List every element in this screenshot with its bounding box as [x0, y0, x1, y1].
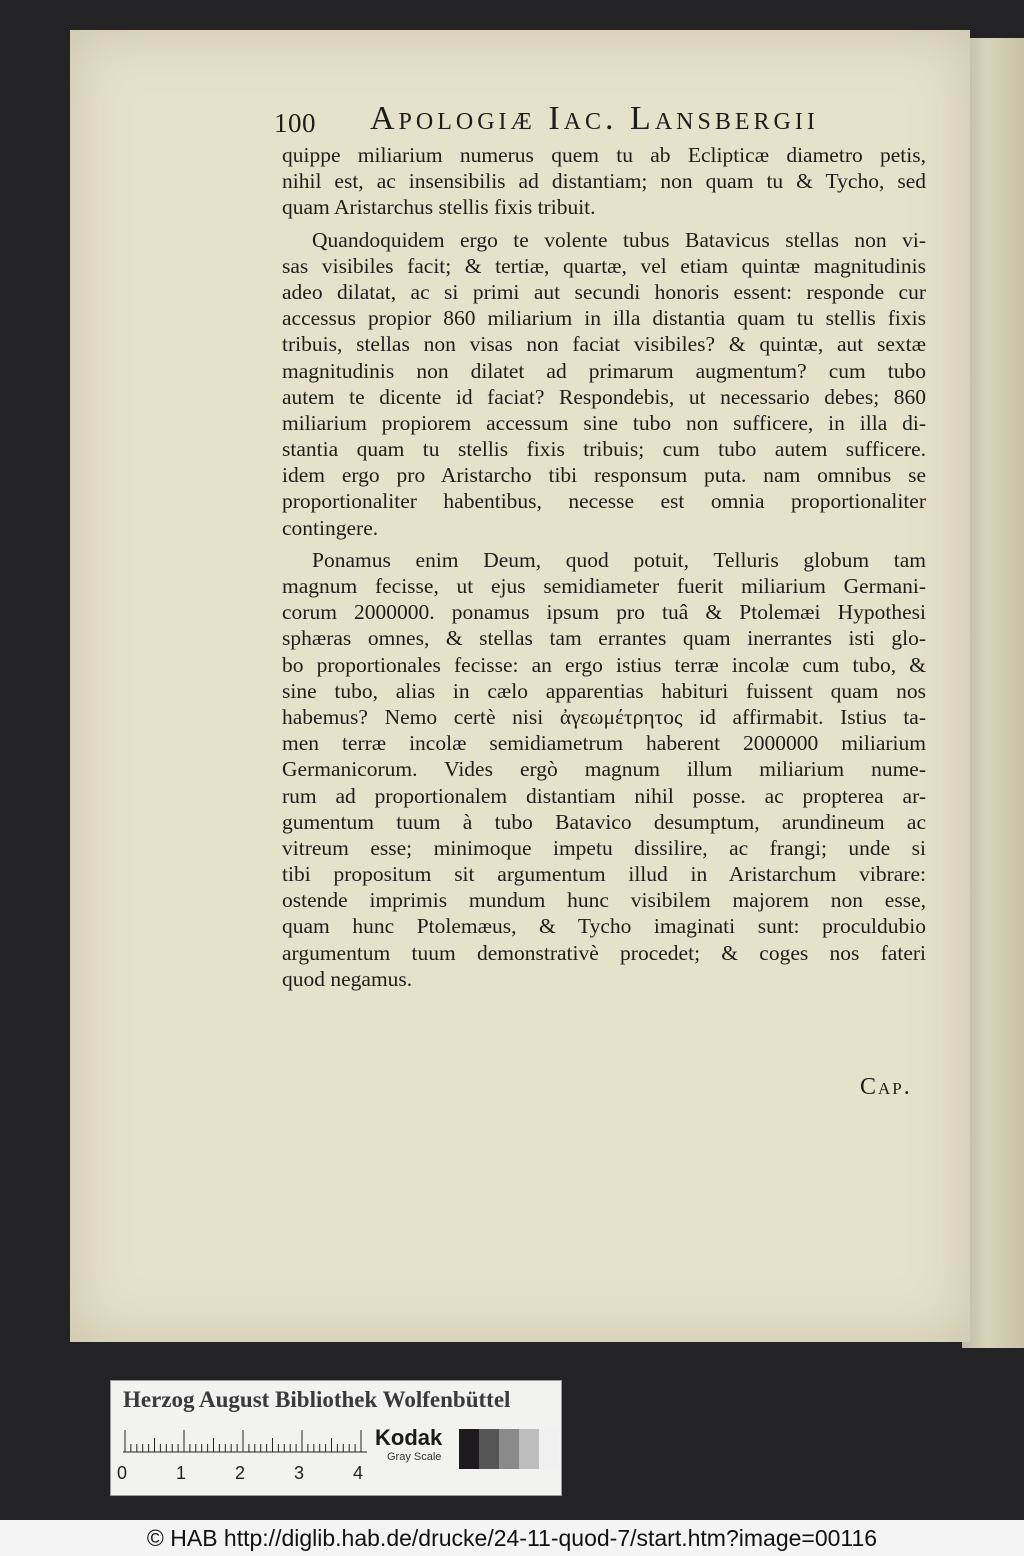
gray-swatch — [459, 1429, 479, 1469]
text-line: Ponamus enim Deum, quod potuit, Telluris globum tam — [312, 547, 926, 572]
running-head — [274, 96, 894, 146]
ruler-label: 2 — [235, 1463, 246, 1483]
gray-swatch — [479, 1429, 499, 1469]
copyright-footer: © HAB http://diglib.hab.de/drucke/24-11-quod-7/start.htm?image=00116 — [0, 1520, 1024, 1556]
ruler-scale — [123, 1429, 367, 1453]
gray-swatch — [519, 1429, 539, 1469]
gray-swatches — [459, 1429, 559, 1469]
text-line: Germanicorum. Vides ergò magnum illum miliarium nume- — [282, 757, 926, 782]
body-text — [282, 142, 926, 992]
text-line: idem ergo pro Aristarcho tibi responsum puta. nam omnibus se — [282, 463, 926, 488]
text-line: nihil est, ac insensibilis ad distantiam; non quam tu & Tycho, sed — [282, 169, 926, 194]
running-head-title: Apologiæ Iac. Lansbergii — [370, 100, 819, 137]
text-line: contingere. — [282, 515, 379, 540]
text-line: bo proportionales fecisse: an ergo istius terræ incolæ cum tubo, & — [282, 652, 926, 677]
paragraph — [282, 142, 926, 221]
text-line: proportionaliter habentibus, necesse est omnia proportionaliter — [282, 489, 926, 514]
kodak-logo: Kodak — [375, 1425, 443, 1450]
text-line: quod negamus. — [282, 966, 413, 991]
text-line: argumentum tuum demonstrativè procedet; & coges nos fateri — [282, 940, 926, 965]
text-line: ostende imprimis mundum hunc visibilem majorem non esse, — [282, 888, 926, 913]
ruler-label: 3 — [294, 1463, 305, 1483]
adjacent-page-edge — [962, 38, 1024, 1348]
text-line: sas visibiles facit; & tertiæ, quartæ, vel etiam quintæ magnitudinis — [282, 253, 926, 278]
text-line: adeo dilatat, ac si primi aut secundi honoris essent: responde cur — [282, 279, 926, 304]
text-line: quam hunc Ptolemæus, & Tycho imaginati sunt: proculdubio — [282, 914, 926, 939]
text-line: quippe miliarium numerus quem tu ab Eclipticæ diametro petis, — [282, 143, 926, 167]
gray-swatch — [499, 1429, 519, 1469]
text-line: accessus propior 860 miliarium in illa distantia quam tu stellis fixis — [282, 306, 926, 331]
text-line: autem te dicente id faciat? Respondebis, ut necessario debes; 860 — [282, 384, 926, 409]
text-line: stantia quam tu stellis fixis tribuis; cum tubo autem sufficere. — [282, 437, 926, 462]
text-line: tibi propositum sit argumentum illud in Aristarchum vibrare: — [282, 862, 926, 887]
text-line: magnum fecisse, ut ejus semidiameter fuerit miliarium Germani- — [282, 574, 926, 598]
text-line: miliarium propiorem accessum sine tubo non sufficere, in illa di- — [282, 410, 926, 435]
text-line: habemus? Nemo certè nisi ἀγεωμέτρητος id affirmabit. Istius ta- — [282, 704, 926, 729]
text-line: sine tubo, alias in cælo apparentias habituri fuissent quam nos — [282, 678, 926, 703]
paragraph — [282, 547, 926, 992]
text-line: corum 2000000. ponamus ipsum pro tuâ & Ptolemæi Hypothesi — [282, 600, 926, 625]
text-line: sphæras omnes, & stellas tam errantes quam inerrantes isti glo- — [282, 626, 926, 651]
gray-swatch — [539, 1429, 559, 1469]
ruler-label: 4 — [353, 1463, 364, 1483]
text-line: rum ad proportionalem distantiam nihil posse. ac propterea ar- — [282, 783, 926, 808]
text-line: vitreum esse; minimoque impetu dissilire, ac frangi; unde si — [282, 835, 926, 860]
paragraph — [282, 227, 926, 541]
text-line: magnitudinis non dilatet ad primarum augmentum? cum tubo — [282, 358, 926, 383]
page-number: 100 — [274, 108, 316, 138]
text-line: tribuis, stellas non visas non faciat visibiles? & quintæ, aut sextæ — [282, 332, 926, 357]
text-line: Quandoquidem ergo te volente tubus Batavicus stellas non vi- — [312, 227, 926, 252]
ruler-label: 0 — [117, 1463, 128, 1483]
library-name: Herzog August Bibliothek Wolfenbüttel — [123, 1387, 511, 1412]
color-reference-card — [110, 1380, 562, 1496]
ruler-label: 1 — [176, 1463, 187, 1483]
text-line: quam Aristarchus stellis fixis tribuit. — [282, 195, 596, 220]
text-line: gumentum tuum à tubo Batavico desumptum, arundineum ac — [282, 809, 926, 834]
catchword: Cap. — [860, 1074, 912, 1100]
text-line: men terræ incolæ semidiametrum haberent 2000000 miliarium — [282, 731, 926, 756]
gray-scale-label: Gray Scale — [387, 1451, 442, 1463]
